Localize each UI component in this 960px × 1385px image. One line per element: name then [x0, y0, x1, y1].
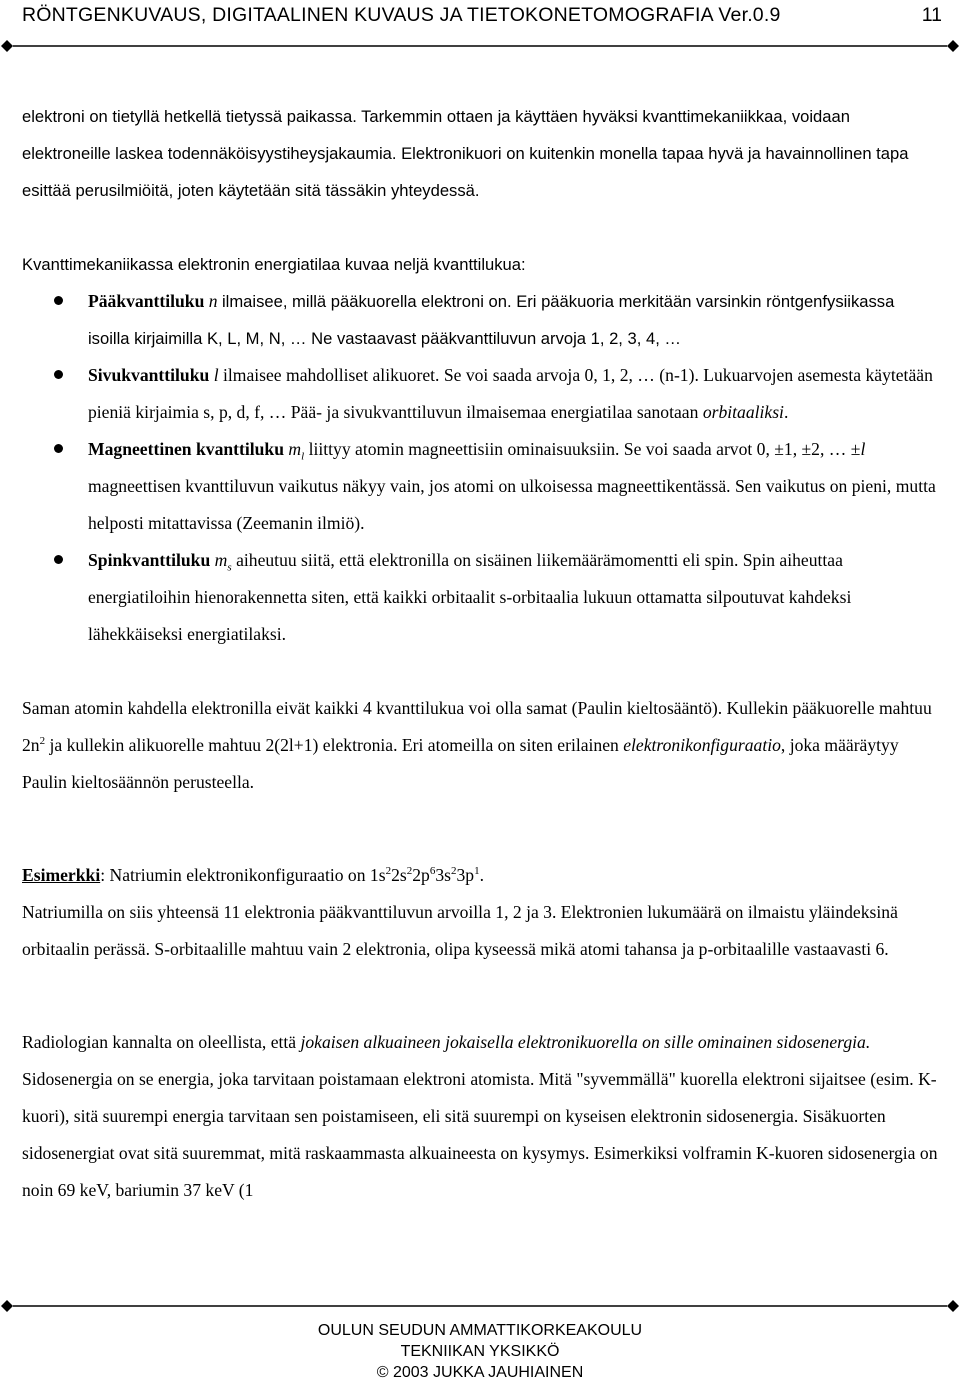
symbol: l [213, 365, 219, 385]
orbital: 2s [391, 865, 407, 885]
example-lead: : Natriumin elektronikonfiguraatio on 1s [100, 865, 386, 885]
superscript: 2 [39, 735, 46, 748]
pauli-paragraph [22, 690, 940, 801]
header-rule [0, 39, 960, 53]
bullet-icon [54, 555, 63, 564]
orbital: 3p [456, 865, 475, 885]
period: . [479, 865, 484, 885]
item-text: magneettisen kvanttiluvun vaikutus näkyy vain, jos atomi on ulkoisessa magneettikentässä. Sen vaikutus on pieni, mutta helposti mitattavissa (Zeemanin ilmiö). [88, 476, 936, 533]
list-item [22, 357, 940, 431]
item-text: aiheutuu siitä, että elektronilla on sisäinen liikemäärämomentti eli spin. Spin aiheuttaa energiatiloihin hienorakennetta siten, että kaikki orbitaalit s-orbitaalia lukuun ottamatta silpoutuvat kahdeksi lähekkäiseksi energiatilaksi. [88, 550, 852, 644]
item-text-tail: . [783, 402, 789, 422]
binding-text: Sidosenergia on se energia, joka tarvitaan poistamaan elektroni atomista. Mitä "syvemmällä" kuorella elektroni sijaitsee (esim. K-kuori), sitä suurempi energia tarvitaan sen poistamiseen, eli sitä suurempi on kyseisen elektronin sidosenergia. Sisäkuorten sidosenergiat ovat sitä suuremmat, mitä raskaammasta alkuaineesta on kysymys. Esimerkiksi volframin K-kuoren sidosenergia on noin 69 keV, bariumin 37 keV (1 [22, 1069, 938, 1200]
superscript: 2 [406, 865, 413, 878]
symbol: n [208, 291, 218, 311]
emphasis: orbitaaliksi [702, 402, 784, 422]
term: Spinkvanttiluku [88, 550, 211, 570]
footer [0, 1320, 960, 1383]
term: Magneettinen kvanttiluku [88, 439, 284, 459]
item-text: ilmaisee, millä pääkuorella elektroni on. Eri pääkuoria merkitään varsinkin röntgenfysiikassa isoilla kirjaimilla K, L, M, N, … Ne vastaavast pääkvanttiluvun arvoja 1, 2, 3, 4, … [88, 292, 895, 348]
example-label: Esimerkki [22, 865, 101, 885]
item-text: ilmaisee mahdolliset alikuoret. Se voi saada arvoja 0, 1, 2, … (n-1). Lukuarvojen asemesta käytetään pieniä kirjaimia s, p, d, f, … Pää- ja sivukvanttiluvun ilmaisemaa energiatilaa sanotaan [88, 365, 933, 422]
binding-text: Radiologian kannalta on oleellista, että [22, 1032, 297, 1052]
superscript: 2 [385, 865, 392, 878]
bullet-icon [54, 444, 63, 453]
pauli-text: , joka määräytyy Paulin kieltosäännön perusteella. [22, 735, 899, 792]
footer-rule [0, 1299, 960, 1313]
symbol-subscript: l [301, 450, 305, 463]
emphasis: elektronikonfiguraatio [623, 735, 781, 755]
list-item [22, 431, 940, 542]
symbol-subscript: s [227, 561, 232, 574]
quantum-lead: Kvanttimekaniikassa elektronin energiatilaa kuvaa neljä kvanttilukua: [22, 255, 526, 274]
binding-paragraph [22, 1024, 940, 1209]
bullet-icon [54, 370, 63, 379]
example-paragraph [22, 857, 940, 894]
page-number: 11 [921, 4, 942, 26]
pauli-text: Saman atomin kahdella elektronilla eivät kaikki 4 kvanttilukua voi olla samat (Paulin kieltosääntö). Kullekin pääkuorelle mahtuu 2n [22, 698, 932, 755]
footer-unit: TEKNIIKAN YKSIKKÖ [400, 1343, 560, 1360]
superscript: 6 [429, 865, 436, 878]
intro-paragraph: elektroni on tietyllä hetkellä tietyssä paikassa. Tarkemmin ottaen ja käyttäen hyväksi kvanttimekaniikkaa, voidaan elektroneille laskea todennäköisyystiheysjakaumia. Elektronikuori on kuitenkin monella tapaa hyvä ja havainnollinen tapa esittää perusilmiöitä, joten käytetään sitä tässäkin yhteydessä. [22, 107, 909, 200]
superscript: 2 [450, 865, 457, 878]
item-text: liittyy atomin magneettisiin ominaisuuksiin. Se voi saada arvot 0, ±1, ±2, … ± [308, 439, 861, 459]
list-item [22, 542, 940, 653]
symbol: m [214, 550, 228, 570]
term: Sivukvanttiluku [88, 365, 210, 385]
symbol: l [860, 439, 866, 459]
footer-copyright: © 2003 JUKKA JAUHIAINEN [376, 1364, 584, 1381]
term: Pääkvanttiluku [88, 291, 205, 311]
page-body [22, 98, 940, 1209]
quantum-number-list [22, 283, 940, 653]
header-title: RÖNTGENKUVAUS, DIGITAALINEN KUVAUS JA TIETOKONETOMOGRAFIA Ver.0.9 [22, 4, 781, 26]
symbol: m [288, 439, 302, 459]
bullet-icon [54, 296, 63, 305]
superscript: 1 [474, 865, 480, 878]
orbital: 3s [435, 865, 451, 885]
example-text: Natriumilla on siis yhteensä 11 elektronia pääkvanttiluvun arvoilla 1, 2 ja 3. Elektronien lukumäärä on ilmaistu yläindeksinä orbitaalin perässä. S-orbitaalille mahtuu vain 2 elektronia, olipa kyseessä mikä atomi tahansa ja p-orbitaalille vastaavasti 6. [22, 902, 898, 959]
pauli-text: ja kullekin alikuorelle mahtuu 2(2l+1) elektronia. Eri atomeilla on siten erilainen [49, 735, 619, 755]
list-item [22, 283, 940, 357]
footer-institution: OULUN SEUDUN AMMATTIKORKEAKOULU [317, 1322, 643, 1339]
orbital: 2p [412, 865, 430, 885]
emphasis: jokaisen alkuaineen jokaisella elektronikuorella on sille ominainen sidosenergia. [300, 1032, 871, 1052]
